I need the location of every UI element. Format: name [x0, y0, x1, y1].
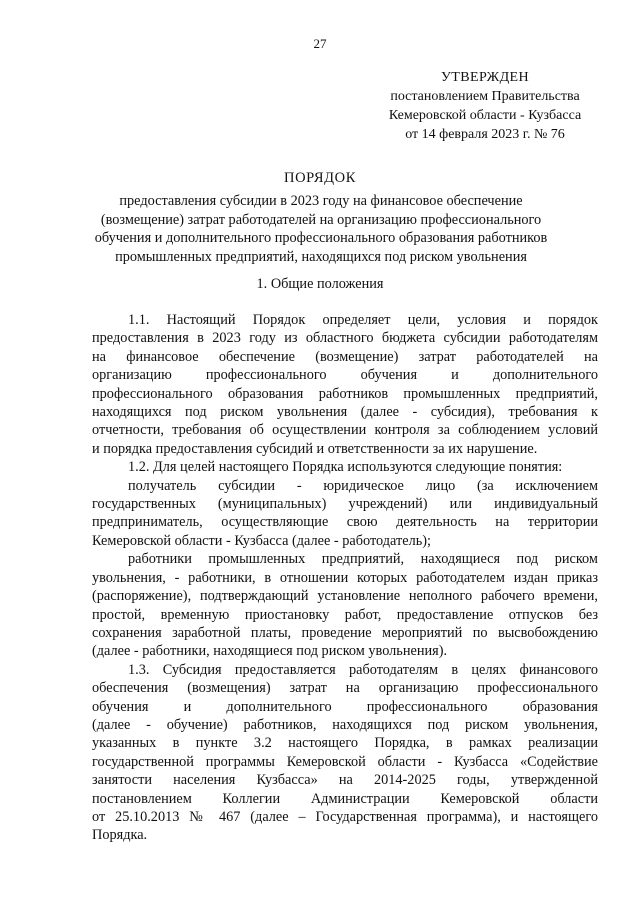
approval-line-2: Кемеровской области - Кузбасса [388, 108, 582, 123]
paragraph [92, 661, 598, 845]
paragraph [92, 311, 598, 458]
paragraph-line: обеспечения (возмещения) затрат на организацию профессионального [92, 680, 598, 697]
approval-line-3: от 14 февраля 2023 г. № 76 [405, 127, 565, 142]
paragraph-line: Порядка. [92, 827, 148, 844]
paragraph-line: увольнения, - работники, в отношении которых работодателем издан приказ [92, 569, 598, 586]
paragraph-line: занятости населения Кузбасса» на 2014-2025 годы, утвержденной [92, 772, 598, 789]
paragraph-line: указанных в пункте 3.2 настоящего Порядка, в рамках реализации [92, 735, 598, 752]
paragraph-line: (далее - обучение) работников, находящихся под риском увольнения, [92, 716, 598, 733]
approval-approved: УТВЕРЖДЕН [440, 70, 529, 85]
section-heading: 1. Общие положения [256, 276, 384, 292]
paragraph [92, 550, 598, 660]
paragraph-line: организацию профессионального обучения и дополнительного [92, 367, 598, 384]
paragraph-line: Кемеровской области - Кузбасса (далее - работодатель); [92, 532, 431, 549]
subtitle-line: (возмещение) затрат работодателей на организацию профессионального [100, 211, 542, 228]
paragraph [92, 477, 598, 551]
paragraph [92, 458, 598, 476]
approval-line-1: постановлением Правительства [390, 89, 580, 104]
document-body [92, 311, 598, 845]
paragraph-line: от 25.10.2013 № 467 (далее – Государственная программа), и настоящего [92, 808, 598, 825]
subtitle-line: предоставления субсидии в 2023 году на финансовое обеспечение [119, 193, 523, 209]
paragraph-line: работники промышленных предприятий, находящиеся под риском [128, 551, 598, 568]
paragraph-line: на финансовое обеспечение (возмещение) затрат работодателей на [92, 348, 598, 365]
paragraph-line: предоставления в 2023 году из областного бюджета субсидии работодателям [92, 330, 598, 347]
paragraph-line: (распоряжение), подтверждающий установление неполного рабочего времени, [92, 588, 598, 605]
subtitle-line: промышленных предприятий, находящихся под риском увольнения [115, 248, 527, 265]
approval-block [360, 68, 610, 144]
paragraph-line: 1.1. Настоящий Порядок определяет цели, условия и порядок [128, 312, 598, 328]
paragraph-line: государственных (муниципальных) учреждений) или индивидуальный [92, 496, 598, 513]
paragraph-line: отчетности, требования об осуществлении контроля за соблюдением условий [92, 422, 598, 439]
paragraph-line: (далее - работники, находящиеся под риском увольнения). [92, 643, 448, 660]
paragraph-line: сохранения заработной платы, проведение мероприятий по высвобождению [92, 624, 598, 641]
paragraph-line: 1.3. Субсидия предоставляется работодателям в целях финансового [128, 661, 598, 678]
paragraph-line: профессионального образования работников промышленных предприятий, [92, 385, 598, 402]
paragraph-line: находящихся под риском увольнения (далее - субсидия), требования к [92, 404, 598, 421]
document-subtitle [90, 192, 552, 266]
paragraph-line: и порядка предоставления субсидий и ответственности за их нарушение. [92, 440, 538, 457]
paragraph-line: постановлением Коллегии Администрации Кемеровской области [92, 790, 598, 807]
subtitle-line: обучения и дополнительного профессионального образования работников [94, 230, 548, 246]
paragraph-line: государственной программы Кемеровской области - Кузбасса «Содействие [92, 753, 598, 770]
paragraph-line: обучения и дополнительного профессионального образования [92, 698, 598, 715]
document-title: ПОРЯДОК [284, 170, 356, 186]
paragraph-line: простой, временную приостановку работ, предоставление отпусков без [92, 606, 598, 623]
page-number: 27 [313, 36, 327, 51]
paragraph-line: предприниматель, осуществляющие свою деятельность на территории [92, 514, 598, 531]
paragraph-line: 1.2. Для целей настоящего Порядка используются следующие понятия: [128, 459, 563, 476]
paragraph-line: получатель субсидии - юридическое лицо (за исключением [128, 477, 598, 494]
